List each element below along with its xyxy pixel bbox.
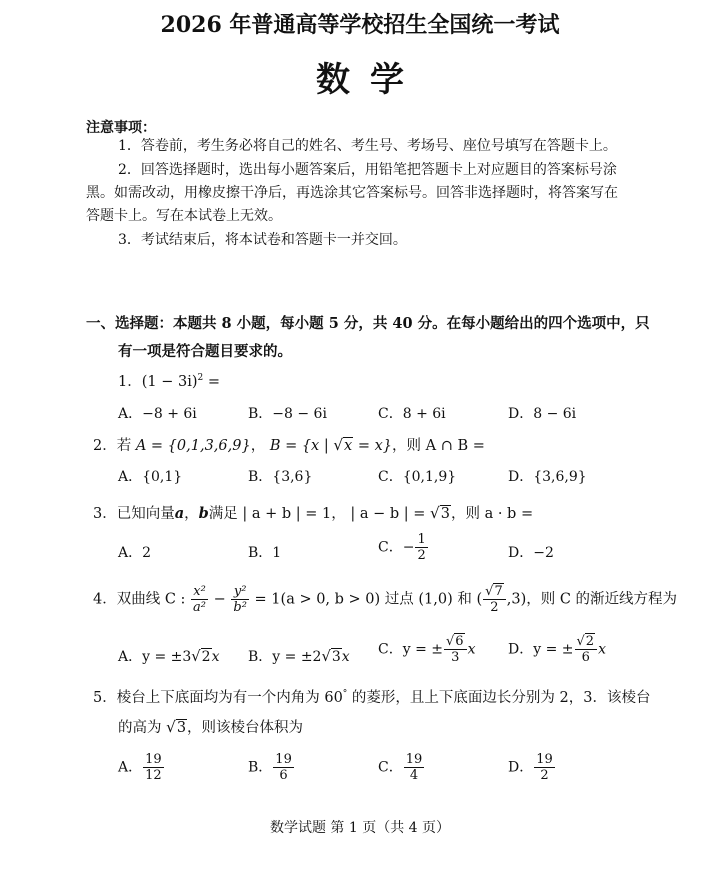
q2-option-d: D．{3,6,9} bbox=[508, 469, 587, 485]
fraction bbox=[444, 634, 467, 665]
denominator: 4 bbox=[409, 768, 419, 783]
q2-set-a: A = {0,1,3,6,9} bbox=[135, 438, 251, 454]
q1-option-d: D．8 − 6i bbox=[508, 406, 577, 422]
radical-icon: √ bbox=[485, 584, 494, 599]
variable: x bbox=[598, 641, 606, 658]
q1-expression: (1 − 3i) bbox=[141, 374, 198, 390]
variable: x bbox=[211, 649, 220, 665]
q2-text-3: ，则 A ∩ B = bbox=[392, 438, 485, 454]
q2-set-b-post: = x} bbox=[353, 438, 393, 454]
denominator: 12 bbox=[145, 768, 162, 783]
option-label: B． bbox=[248, 759, 273, 776]
question-number: 4． bbox=[93, 591, 117, 608]
radicand: 7 bbox=[494, 584, 503, 599]
question-1 bbox=[118, 370, 220, 391]
page-footer: 数学试题 第 1 页（共 4 页） bbox=[269, 820, 451, 836]
q1-option-b: B．−8 − 6i bbox=[248, 406, 327, 422]
q5-option-c bbox=[378, 752, 425, 783]
q3-option-c bbox=[378, 532, 429, 563]
denominator: 3 bbox=[451, 650, 460, 665]
numerator: 19 bbox=[275, 752, 292, 767]
radical-icon: √ bbox=[576, 634, 585, 649]
q4-text-2: = 1(a > 0, b > 0) 过点 (1,0) 和 ( bbox=[249, 591, 483, 608]
radicand: 2 bbox=[201, 649, 211, 665]
question-number: 1． bbox=[118, 374, 142, 390]
radicand: 6 bbox=[455, 634, 464, 649]
option-label: D． bbox=[508, 759, 534, 776]
q2-text-1: 若 bbox=[116, 438, 136, 454]
q3-option-c-label: C．− bbox=[378, 539, 415, 556]
q2-set-b-pre: B = {x | bbox=[269, 438, 334, 454]
question-4 bbox=[93, 584, 677, 615]
radicand: 2 bbox=[585, 634, 595, 649]
fraction bbox=[415, 532, 427, 563]
q4-text-1: 双曲线 C : bbox=[116, 591, 191, 608]
q3-option-a: A．2 bbox=[118, 545, 152, 561]
section-heading-line-1: 一、选择题：本题共 8 小题，每小题 5 分，共 40 分。在每小题给出的四个选项中，只 bbox=[86, 315, 650, 332]
numerator: 19 bbox=[405, 752, 423, 767]
q4-text-3: ,3)，则 C 的渐近线方程为 bbox=[506, 591, 678, 608]
denominator: 2 bbox=[490, 600, 499, 615]
numerator: 19 bbox=[145, 752, 162, 767]
section-heading-line-2: 有一项是符合题目要求的。 bbox=[118, 343, 292, 360]
variable: x bbox=[341, 649, 350, 665]
option-label: A． bbox=[118, 759, 143, 776]
degree-mark: ° bbox=[342, 689, 348, 700]
fraction bbox=[191, 584, 208, 615]
q5-option-b bbox=[248, 752, 295, 783]
q5-option-d bbox=[508, 752, 556, 783]
question-5-line-1 bbox=[93, 686, 650, 707]
q2-radicand: x bbox=[344, 438, 353, 454]
q1-option-c: C．8 + 6i bbox=[378, 406, 446, 422]
radical-icon: √ bbox=[333, 436, 344, 454]
q2-option-a: A．{0,1} bbox=[118, 469, 183, 485]
denominator: 2 bbox=[540, 768, 549, 783]
denominator: 6 bbox=[581, 650, 590, 665]
numerator: y² bbox=[231, 584, 249, 600]
denominator: b² bbox=[233, 600, 247, 615]
numerator: x² bbox=[191, 584, 208, 600]
denominator: 6 bbox=[279, 768, 288, 783]
q5-text-2: 的菱形，且上下底面边长分别为 2，3．该棱台 bbox=[347, 690, 651, 706]
radicand: 3 bbox=[176, 720, 187, 736]
option-text: A．y = ±3 bbox=[118, 649, 192, 665]
option-label: C． bbox=[378, 759, 403, 776]
q5-text-4: ，则该棱台体积为 bbox=[187, 720, 304, 736]
radical-icon: √ bbox=[321, 648, 331, 665]
variable: x bbox=[467, 641, 476, 658]
q1-equals: = bbox=[203, 374, 221, 390]
radical-icon: √ bbox=[166, 718, 176, 736]
q4-option-a bbox=[118, 646, 219, 666]
radical-icon: √ bbox=[430, 504, 440, 522]
q2-option-c: C．{0,1,9} bbox=[378, 469, 457, 485]
q3-option-b: B．1 bbox=[248, 545, 282, 561]
fraction bbox=[575, 634, 598, 665]
denominator: 2 bbox=[417, 548, 426, 563]
q1-option-a: A．−8 + 6i bbox=[118, 406, 197, 422]
question-number: 3． bbox=[93, 506, 117, 522]
notice-heading: 注意事项： bbox=[86, 120, 156, 136]
fraction bbox=[483, 584, 506, 615]
q4-minus: − bbox=[209, 591, 231, 608]
question-3 bbox=[93, 502, 533, 523]
numerator: 19 bbox=[536, 752, 553, 767]
question-2 bbox=[93, 434, 485, 455]
q4-option-b bbox=[248, 646, 350, 666]
q3-text-2: 满足 | a + b | = 1， | a − b | = bbox=[208, 506, 431, 522]
q5-text-3: 的高为 bbox=[118, 720, 167, 736]
fraction bbox=[534, 752, 555, 783]
notice-item-2-line-2: 黑。如需改动，用橡皮擦干净后，再选涂其它答案标号。回答非选择题时，将答案写在 bbox=[86, 185, 618, 201]
numerator bbox=[444, 634, 467, 650]
q5-option-a bbox=[118, 752, 165, 783]
q1-exponent: 2 bbox=[197, 373, 204, 384]
question-number: 5． bbox=[93, 690, 117, 706]
question-number: 2． bbox=[93, 438, 117, 454]
exam-title: 2026 年普通高等学校招生全国统一考试 bbox=[160, 12, 560, 38]
notice-item-2-line-1: 2．回答选择题时，选出每小题答案后，用铅笔把答题卡上对应题目的答案标号涂 bbox=[118, 162, 617, 178]
q3-text-1: 已知向量 bbox=[116, 506, 175, 522]
vector-b: b bbox=[198, 505, 209, 522]
notice-item-2-line-3: 答题卡上。写在本试卷上无效。 bbox=[86, 208, 282, 224]
q4-option-c bbox=[378, 634, 475, 665]
notice-item-1: 1．答卷前，考生务必将自己的姓名、考生号、考场号、座位号填写在答题卡上。 bbox=[118, 138, 617, 154]
numerator: 1 bbox=[417, 532, 426, 547]
q3-option-d: D．−2 bbox=[508, 545, 554, 561]
q4-option-d bbox=[508, 634, 606, 665]
fraction bbox=[143, 752, 164, 783]
vector-a: a bbox=[174, 505, 185, 522]
option-text: C．y = ± bbox=[378, 641, 443, 658]
q3-separator: ， bbox=[184, 506, 199, 522]
radical-icon: √ bbox=[445, 634, 455, 649]
q3-radicand: 3 bbox=[440, 506, 450, 522]
option-text: D．y = ± bbox=[508, 641, 574, 658]
q2-text-2: ， bbox=[250, 438, 270, 454]
notice-item-3: 3．考试结束后，将本试卷和答题卡一并交回。 bbox=[118, 232, 407, 248]
q3-text-3: ，则 a · b = bbox=[450, 506, 534, 522]
option-text: B．y = ±2 bbox=[248, 649, 322, 665]
numerator bbox=[483, 584, 506, 600]
denominator: a² bbox=[193, 600, 207, 615]
fraction bbox=[404, 752, 425, 783]
radical-icon: √ bbox=[191, 648, 201, 665]
fraction bbox=[273, 752, 294, 783]
radicand: 3 bbox=[331, 649, 341, 665]
numerator bbox=[575, 634, 598, 650]
q2-option-b: B．{3,6} bbox=[248, 469, 313, 485]
subject-title: 数学 bbox=[316, 60, 424, 100]
fraction bbox=[231, 584, 249, 615]
q5-text-1: 棱台上下底面均为有一个内角为 60 bbox=[116, 690, 343, 706]
question-5-line-2 bbox=[118, 716, 303, 737]
